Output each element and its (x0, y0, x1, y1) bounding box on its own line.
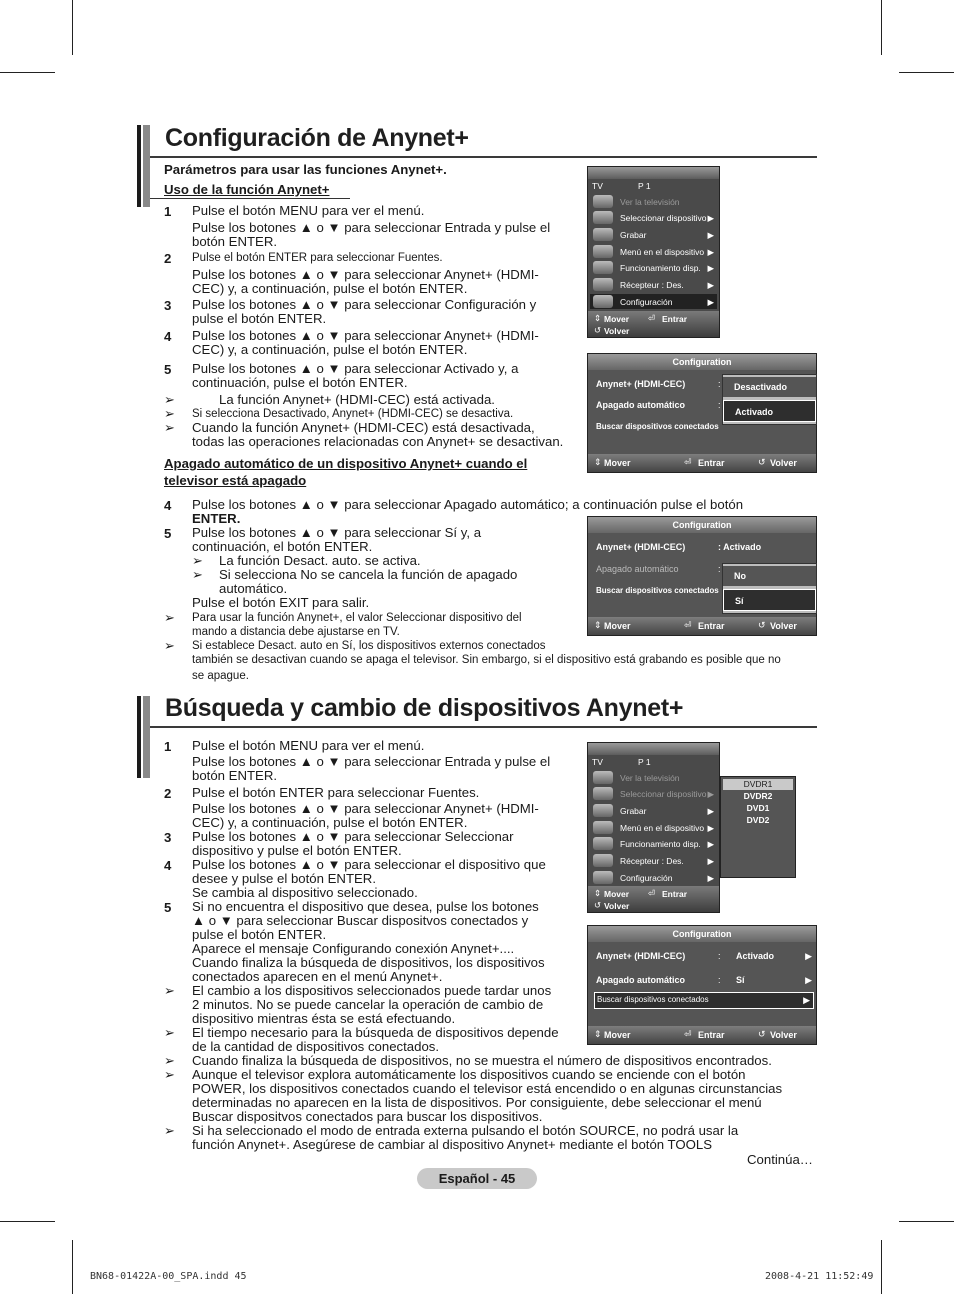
config-screen (587, 353, 817, 473)
colon: : (718, 951, 721, 961)
config-screen (587, 925, 817, 1045)
section-title: Configuración de Anynet+ (165, 124, 469, 152)
crop-mark (881, 1240, 882, 1294)
step-number: 5 (164, 362, 172, 377)
step-text: conectados aparecen en el menú Anynet+. (192, 969, 443, 984)
note-text: El tiempo necesario para la búsqueda de dispositivos depende (192, 1025, 559, 1040)
note-text: mando a distancia debe ajustarse en TV. (192, 626, 400, 638)
menu-item[interactable]: Configuración ▶ (590, 870, 717, 885)
sub-heading-rule (150, 198, 350, 199)
move-icon: ⇕ (594, 888, 602, 898)
note-text: Cuando finaliza la búsqueda de dispositivos, no se muestra el número de dispositivos encontrados. (192, 1053, 772, 1068)
colon: : (718, 379, 721, 389)
step-text: Pulse el botón ENTER para seleccionar Fuentes. (192, 785, 480, 800)
footer-file: BN68-01422A-00_SPA.indd 45 (90, 1271, 247, 1282)
menu-item[interactable]: Récepteur : Des. ▶ (590, 277, 717, 292)
step-number: 3 (164, 298, 172, 313)
step-number: 5 (164, 900, 172, 915)
menu-item[interactable]: Seleccionar dispositivo ▶ (590, 786, 717, 801)
note-text: todas las operaciones relacionadas con Anynet+ se desactivan. (192, 434, 564, 449)
menu-footer: ⇕ Mover ⏎ Entrar ↺ Volver (588, 886, 719, 912)
config-title: Configuration (588, 926, 816, 942)
config-row-value: Sí (736, 975, 745, 985)
note-arrow-icon: ➢ (164, 420, 175, 435)
note-text: 2 minutos. No se puede cancelar la operación de cambio de (192, 997, 544, 1012)
note-text: función Anynet+. Asegúrese de cambiar al dispositivo Anynet+ mediante el botón TOOLS (192, 1137, 713, 1152)
device-item[interactable]: DVDR2 (743, 791, 773, 801)
return-icon: ↺ (594, 900, 602, 910)
option-popup (722, 563, 817, 614)
note-text: La función Anynet+ (HDMI-CEC) está activada. (219, 392, 495, 407)
config-row-label: Buscar dispositivos conectados (596, 422, 719, 431)
section-bar (137, 696, 150, 778)
option-desactivado[interactable]: Desactivado (723, 377, 816, 397)
chevron-right-icon: ▶ (805, 951, 812, 961)
config-row-label: Anynet+ (HDMI-CEC) (596, 379, 686, 389)
move-icon: ⇕ (594, 313, 602, 323)
note-text: Si ha seleccionado el modo de entrada externa pulsando el botón SOURCE, no podrá usar la (192, 1123, 739, 1138)
auto-heading: Apagado automático de un dispositivo Anynet+ cuando el (164, 456, 528, 471)
colon: : (718, 400, 721, 410)
page-label: Español - 45 (417, 1168, 537, 1189)
note-text: Cuando la función Anynet+ (HDMI-CEC) está desactivada, (192, 420, 535, 435)
search-devices-row[interactable]: Buscar dispositivos conectados ▶ (594, 992, 814, 1009)
chevron-right-icon: ▶ (805, 975, 812, 985)
note-text: Pulse el botón EXIT para salir. (192, 595, 370, 610)
section-bar (137, 125, 150, 207)
step-text: dispositivo y pulse el botón ENTER. (192, 843, 402, 858)
crop-mark (72, 0, 73, 55)
tv-menu (587, 166, 720, 338)
enter-icon: ⏎ (648, 313, 656, 323)
note-text: Para usar la función Anynet+, el valor Seleccionar dispositivo del (192, 612, 522, 624)
footer-date: 2008-4-21 11:52:49 (765, 1271, 874, 1282)
return-icon: ↺ (594, 325, 602, 335)
step-text: ▲ o ▼ para seleccionar Buscar dispositvos conectados y (192, 913, 529, 928)
option-no[interactable]: No (723, 566, 816, 586)
device-list (720, 776, 796, 878)
title-rule (150, 726, 817, 728)
note-text: determinadas no aparecen en la lista de dispositivos. Por consiguiente, debe seleccionar el menú (192, 1095, 762, 1110)
crop-mark (0, 1221, 55, 1222)
config-title: Configuration (588, 354, 816, 370)
step-text: Cuando finaliza la búsqueda de dispositivos, los dispositivos (192, 955, 545, 970)
config-title: Configuration (588, 517, 816, 533)
crop-mark (881, 0, 882, 55)
option-popup (722, 374, 817, 425)
config-footer: ⇕ Mover ⏎ Entrar ↺ Volver (588, 617, 816, 635)
step-text: Si no encuentra el dispositivo que desea, pulse los botones (192, 899, 539, 914)
config-row-label: Apagado automático (596, 975, 686, 985)
step-text: Pulse los botones ▲ o ▼ para seleccionar Seleccionar (192, 829, 514, 844)
step-text: Pulse los botones ▲ o ▼ para seleccionar Anynet+ (HDMI- (192, 801, 539, 816)
menu-item[interactable]: Grabar ▶ (590, 227, 717, 242)
config-row-label: Buscar dispositivos conectados (596, 586, 719, 595)
note-text: Si selecciona Desactivado, Anynet+ (HDMI-CEC) se desactiva. (192, 408, 514, 420)
channel-label: P 1 (638, 181, 651, 191)
device-item[interactable]: DVD2 (746, 815, 770, 825)
note-arrow-icon: ➢ (164, 392, 175, 407)
option-activado[interactable]: Activado (723, 400, 816, 422)
step-text: Pulse el botón MENU para ver el menú. (192, 738, 425, 753)
step-text: Pulse los botones ▲ o ▼ para seleccionar el dispositivo que (192, 857, 546, 872)
config-row-label: Anynet+ (HDMI-CEC) (596, 542, 686, 552)
menu-footer: ⇕ Mover ⏎ Entrar ↺ Volver (588, 311, 719, 337)
config-screen (587, 516, 817, 636)
tv-menu (587, 742, 720, 913)
note-text: de la cantidad de dispositivos conectados. (192, 1039, 440, 1054)
config-row-value: Activado (736, 951, 775, 961)
menu-header (588, 167, 719, 179)
crop-mark (0, 72, 55, 73)
menu-item-selected[interactable]: Configuración ▶ (590, 294, 717, 309)
step-text: Aparece el mensaje Configurando conexión Anynet+.... (192, 941, 515, 956)
step-text: Se cambia al dispositivo seleccionado. (192, 885, 418, 900)
step-number: 2 (164, 786, 172, 801)
step-number: 5 (164, 526, 172, 541)
note-arrow-icon: ➢ (164, 638, 175, 653)
menu-item[interactable]: Grabar ▶ (590, 803, 717, 818)
option-si[interactable]: Sí (723, 589, 816, 611)
step-number: 1 (164, 739, 172, 754)
note-arrow-icon: ➢ (164, 406, 175, 421)
step-text: continuación, pulse el botón ENTER. (192, 375, 408, 390)
note-arrow-icon: ➢ (164, 1067, 175, 1082)
title-rule (150, 156, 817, 158)
section-title: Búsqueda y cambio de dispositivos Anynet+ (165, 694, 684, 722)
continua-label: Continúa… (747, 1152, 813, 1167)
step-text: Pulse el botón MENU para ver el menú. (192, 203, 425, 218)
note-arrow-icon: ➢ (192, 553, 203, 568)
step-text: pulse el botón ENTER. (192, 311, 327, 326)
step-text: Pulse los botones ▲ o ▼ para seleccionar Activado y, a (192, 361, 519, 376)
step-number: 4 (164, 329, 172, 344)
note-text: Buscar dispositvos conectados para buscar los dispositivos. (192, 1109, 543, 1124)
config-row-label: Apagado automático (596, 400, 686, 410)
chevron-right-icon: ▶ (803, 995, 810, 1005)
device-item[interactable]: DVD1 (746, 803, 770, 813)
auto-heading: televisor está apagado (164, 473, 307, 488)
config-row-label: Apagado automático (596, 564, 679, 574)
crop-mark (899, 1221, 954, 1222)
step-text: botón ENTER. (192, 234, 278, 249)
step-text: Pulse los botones ▲ o ▼ para seleccionar Entrada y pulse el (192, 754, 551, 769)
step-number: 3 (164, 830, 172, 845)
step-text: CEC) y, a continuación, pulse el botón ENTER. (192, 281, 468, 296)
note-text: El cambio a los dispositivos seleccionados puede tardar unos (192, 983, 552, 998)
step-text: desee y pulse el botón ENTER. (192, 871, 376, 886)
menu-item[interactable]: Funcionamiento disp. ▶ (590, 836, 717, 851)
step-text: ENTER. (192, 511, 241, 526)
note-text: automático. (219, 581, 288, 596)
step-text: Pulse los botones ▲ o ▼ para seleccionar Anynet+ (HDMI- (192, 267, 539, 282)
menu-header (588, 743, 719, 755)
colon: : (718, 975, 721, 985)
step-text: botón ENTER. (192, 768, 278, 783)
step-text: Pulse los botones ▲ o ▼ para seleccionar Sí y, a (192, 525, 482, 540)
step-text: CEC) y, a continuación, pulse el botón ENTER. (192, 342, 468, 357)
config-footer: ⇕ Mover ⏎ Entrar ↺ Volver (588, 1026, 816, 1044)
menu-item[interactable]: Funcionamiento disp. ▶ (590, 260, 717, 275)
tv-label: TV (592, 757, 603, 767)
menu-item[interactable]: Récepteur : Des. ▶ (590, 853, 717, 868)
step-text: Pulse los botones ▲ o ▼ para seleccionar Configuración y (192, 297, 537, 312)
colon: : (718, 564, 721, 574)
step-number: 4 (164, 858, 172, 873)
channel-label: P 1 (638, 757, 651, 767)
config-row-value: : Activado (718, 542, 762, 552)
note-text: se apague. (192, 670, 249, 682)
note-text: La función Desact. auto. se activa. (219, 553, 421, 568)
note-arrow-icon: ➢ (164, 1025, 175, 1040)
crop-mark (899, 72, 954, 73)
menu-item[interactable]: Menú en el dispositivo ▶ (590, 820, 717, 835)
note-text: Si establece Desact. auto en Sí, los dispositivos externos conectados (192, 640, 546, 652)
note-text: también se desactivan cuando se apaga el televisor. Sin embargo, si el dispositivo está grabando es posible que no (192, 654, 781, 666)
step-text: Pulse los botones ▲ o ▼ para seleccionar Apagado automático; a continuación pulse el botón (192, 497, 744, 512)
step-text: CEC) y, a continuación, pulse el botón ENTER. (192, 815, 468, 830)
config-row-label: Anynet+ (HDMI-CEC) (596, 951, 686, 961)
note-text: dispositivo mientras ésta se está efectuando. (192, 1011, 456, 1026)
tv-label: TV (592, 181, 603, 191)
menu-item[interactable]: Ver la televisión (590, 194, 717, 209)
menu-item[interactable]: Seleccionar dispositivo ▶ (590, 210, 717, 225)
note-arrow-icon: ➢ (164, 983, 175, 998)
step-text: Pulse el botón ENTER para seleccionar Fuentes. (192, 252, 443, 264)
step-number: 4 (164, 498, 172, 513)
note-arrow-icon: ➢ (164, 610, 175, 625)
intro-text: Parámetros para usar las funciones Anynet+. (164, 162, 447, 177)
crop-mark (72, 1240, 73, 1294)
note-text: POWER, los dispositivos conectados cuando el televisor está encendido o en algunas circunstancias (192, 1081, 783, 1096)
note-arrow-icon: ➢ (164, 1123, 175, 1138)
note-text: Si selecciona No se cancela la función de apagado (219, 567, 518, 582)
step-text: Pulse los botones ▲ o ▼ para seleccionar Anynet+ (HDMI- (192, 328, 539, 343)
note-text: Aunque el televisor explora automáticamente los dispositivos cuando se enciende con el botón (192, 1067, 746, 1082)
step-text: Pulse los botones ▲ o ▼ para seleccionar Entrada y pulse el (192, 220, 551, 235)
config-footer: ⇕ Mover ⏎ Entrar ↺ Volver (588, 454, 816, 472)
sub-heading: Uso de la función Anynet+ (164, 182, 330, 197)
step-text: pulse el botón ENTER. (192, 927, 327, 942)
step-number: 1 (164, 204, 172, 219)
step-text: continuación, el botón ENTER. (192, 539, 373, 554)
step-number: 2 (164, 251, 172, 266)
menu-item[interactable]: Ver la televisión (590, 770, 717, 785)
note-arrow-icon: ➢ (164, 1053, 175, 1068)
device-item-selected[interactable]: DVDR1 (723, 779, 793, 790)
menu-item[interactable]: Menú en el dispositivo ▶ (590, 244, 717, 259)
enter-icon: ⏎ (648, 888, 656, 898)
note-arrow-icon: ➢ (192, 567, 203, 582)
